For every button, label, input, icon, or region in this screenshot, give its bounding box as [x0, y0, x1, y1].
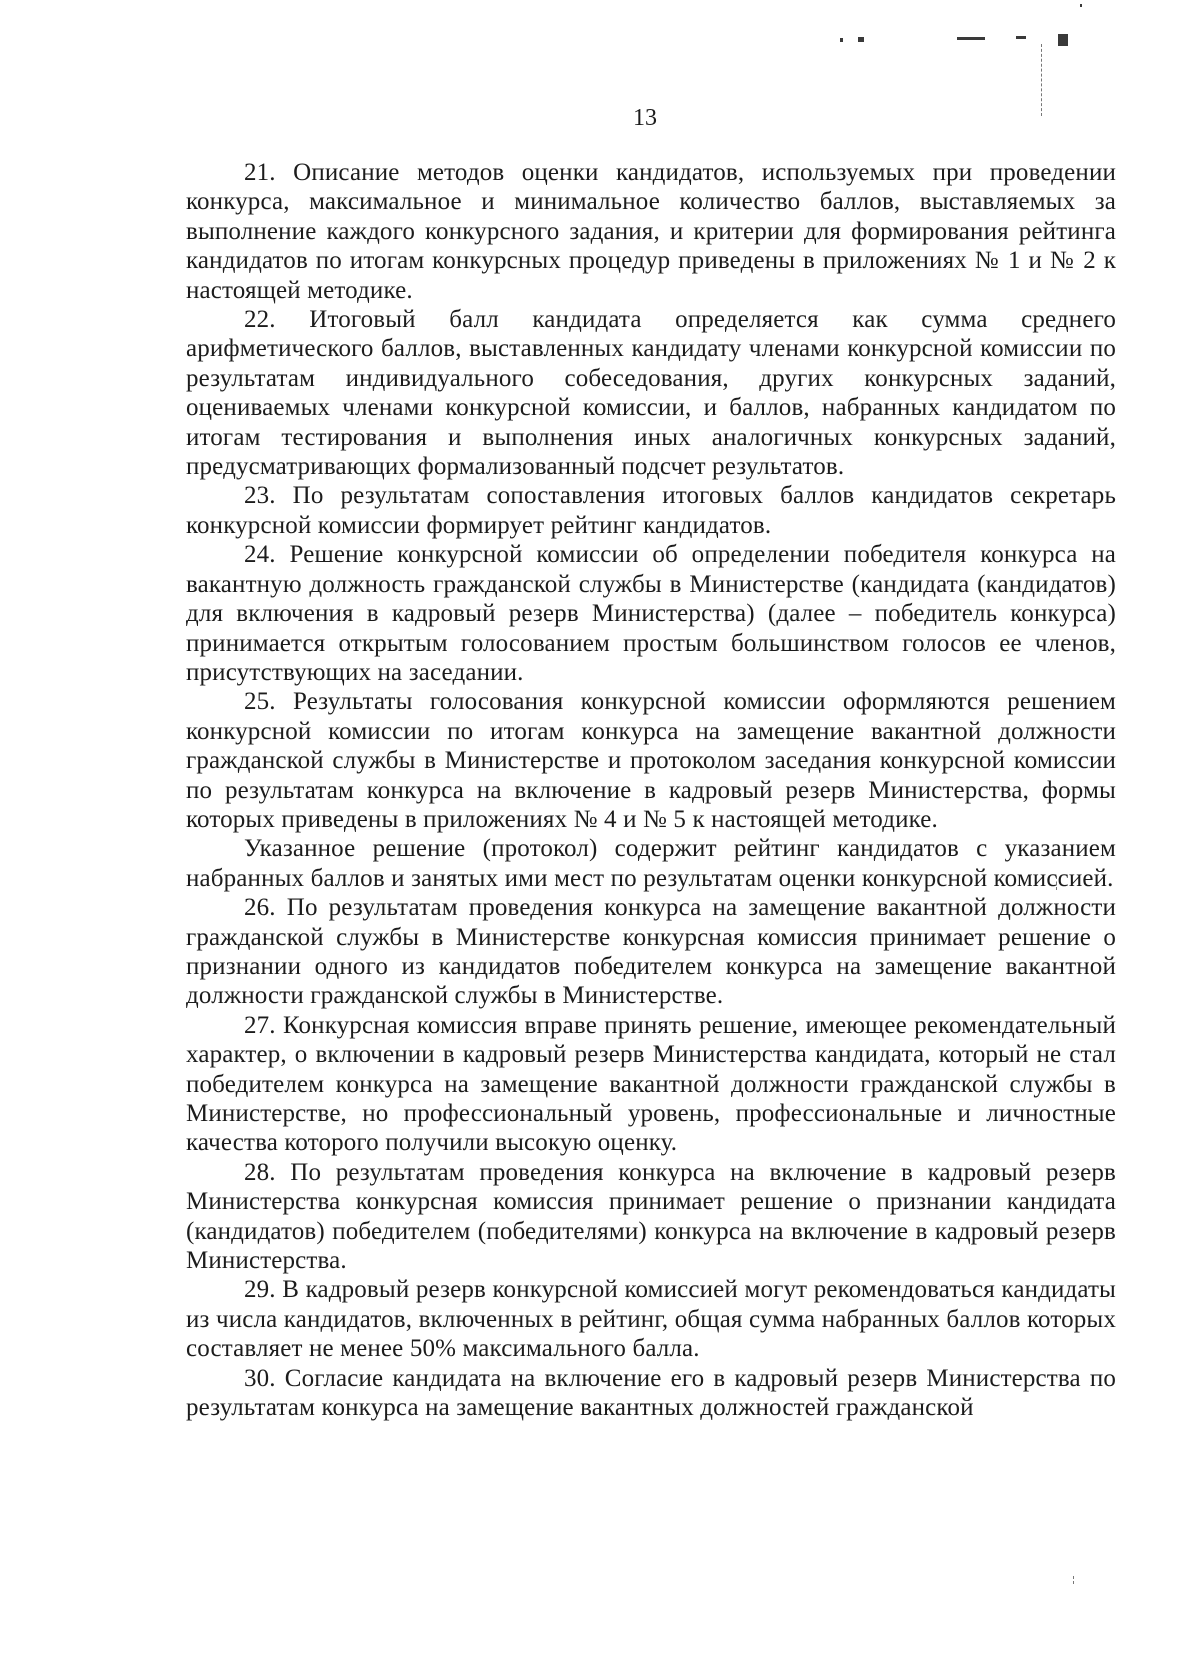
paragraph-23: 23. По результатам сопоставления итоговых баллов кандидатов секретарь конкурсной комиссии формирует рейтинг кандидатов. — [186, 482, 1116, 539]
paragraph-21: 21. Описание методов оценки кандидатов, используемых при проведении конкурса, максимальное и минимальное количество баллов, выставляемых за выполнение каждого конкурсного задания, и критерии для формирования рейтинга кандидатов по итогам конкурсных процедур приведены в приложениях № 1 и № 2 к настоящей методике. — [186, 159, 1116, 304]
paragraph-27: 27. Конкурсная комиссия вправе принять решение, имеющее рекомендательный характер, о включении в кадровый резерв Министерства кандидата, который не стал победителем конкурса на замещение вакантной должности гражданской службы в Министерстве, но профессиональный уровень, профессиональные и личностные качества которого получили высокую оценку. — [186, 1011, 1116, 1157]
paragraph-25: 25. Результаты голосования конкурсной комиссии оформляются решением конкурсной комиссии по итогам конкурса на замещение вакантной должности гражданской службы в Министерстве и протоколом заседания конкурсной комиссии по результатам конкурса на включение в кадровый резерв Министерства, формы которых приведены в приложениях № 4 и № 5 к настоящей методике. — [186, 688, 1116, 833]
paragraph-26: 26. По результатам проведения конкурса на замещение вакантной должности гражданской службы в Министерстве конкурсная комиссия принимает решение о признании одного из кандидатов победителем конкурса на замещение вакантной должности гражданской службы в Министерстве. — [186, 894, 1116, 1010]
paragraph-24: 24. Решение конкурсной комиссии об определении победителя конкурса на вакантную должность гражданской службы в Министерстве (кандидата (кандидатов) для включения в кадровый резерв Министерства) (далее – победитель конкурса) принимается открытым голосованием простым большинством голосов ее членов, присутствующих на заседании. — [186, 541, 1116, 686]
scan-artifact-mark — [1016, 36, 1026, 39]
scan-artifact-mark — [957, 37, 985, 40]
paragraph-25-note: Указанное решение (протокол) содержит рейтинг кандидатов с указанием набранных баллов и занятых ими мест по результатам оценки конкурсной комиссией. — [186, 835, 1116, 892]
scan-artifact-mark — [858, 37, 864, 42]
paragraph-29: 29. В кадровый резерв конкурсной комиссией могут рекомендоваться кандидаты из числа кандидатов, включенных в рейтинг, общая сумма набранных баллов которых составляет не менее 50% максимального балла. — [186, 1276, 1116, 1363]
page-number: 13 — [633, 105, 657, 131]
scan-artifact-mark — [1058, 34, 1068, 46]
document-body — [186, 158, 1116, 1422]
scan-artifact-mark — [840, 38, 843, 42]
paragraph-22: 22. Итоговый балл кандидата определяется как сумма среднего арифметического баллов, выставленных кандидату членами конкурсной комиссии по результатам индивидуального собеседования, других конкурсных заданий, оцениваемых членами конкурсной комиссии, и баллов, набранных кандидатом по итогам тестирования и выполнения иных аналогичных конкурсных заданий, предусматривающих формализованный подсчет результатов. — [186, 306, 1116, 481]
paragraph-28: 28. По результатам проведения конкурса на включение в кадровый резерв Министерства конкурсная комиссия принимает решение о признании кандидата (кандидатов) победителем (победителями) конкурса на включение в кадровый резерв Министерства. — [186, 1158, 1116, 1275]
scan-artifact-line — [1073, 1576, 1074, 1584]
scan-artifact-mark — [1080, 4, 1082, 7]
paragraph-30: 30. Согласие кандидата на включение его в кадровый резерв Министерства по результатам конкурса на замещение вакантных должностей гражданской — [186, 1364, 1116, 1422]
